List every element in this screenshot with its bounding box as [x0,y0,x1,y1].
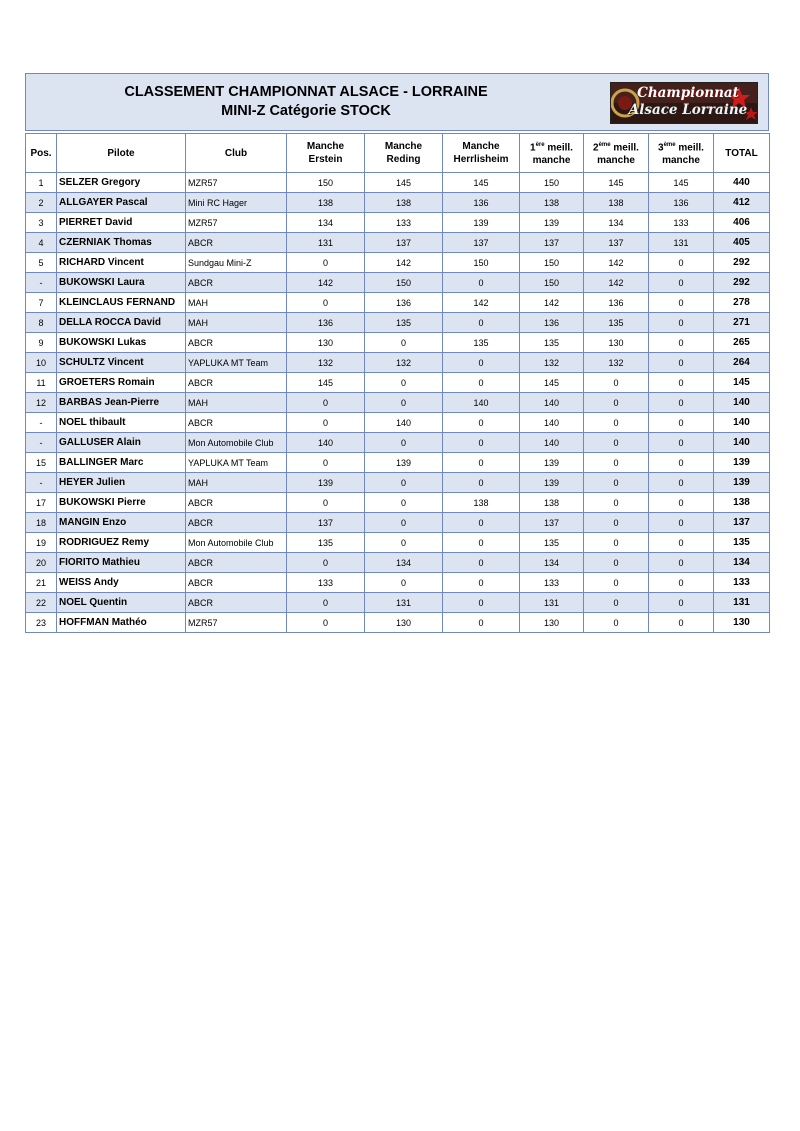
cell-pilot: HOFFMAN Mathéo [57,613,186,633]
cell-pos: - [26,273,57,293]
standings-table [25,133,770,633]
cell-pilot: WEISS Andy [57,573,186,593]
cell-club: MAH [186,293,287,313]
cell-best3: 0 [649,493,714,513]
cell-total: 131 [714,593,770,613]
table-row [26,493,770,513]
cell-best2: 138 [584,193,649,213]
page-title: CLASSEMENT CHAMPIONNAT ALSACE - LORRAINE [124,84,488,100]
cell-best3: 0 [649,353,714,373]
cell-best2: 0 [584,513,649,533]
cell-pilot: SELZER Gregory [57,173,186,193]
cell-best1: 139 [520,473,584,493]
cell-total: 140 [714,413,770,433]
cell-manche-herrlisheim: 0 [443,353,520,373]
cell-pos: 5 [26,253,57,273]
cell-best2: 0 [584,553,649,573]
cell-best2: 0 [584,533,649,553]
cell-total: 130 [714,613,770,633]
cell-manche-reding: 0 [365,393,443,413]
cell-manche-reding: 0 [365,433,443,453]
cell-total: 133 [714,573,770,593]
table-row [26,173,770,193]
cell-pos: 23 [26,613,57,633]
cell-best1: 132 [520,353,584,373]
cell-total: 264 [714,353,770,373]
cell-best3: 0 [649,273,714,293]
table-row [26,273,770,293]
cell-pos: - [26,433,57,453]
cell-best3: 0 [649,473,714,493]
cell-best1: 136 [520,313,584,333]
cell-manche-herrlisheim: 0 [443,593,520,613]
cell-best1: 138 [520,193,584,213]
cell-manche-reding: 0 [365,533,443,553]
cell-pilot: BUKOWSKI Laura [57,273,186,293]
cell-manche-erstein: 133 [287,573,365,593]
table-row [26,533,770,553]
cell-pos: 17 [26,493,57,513]
cell-pos: 9 [26,333,57,353]
cell-manche-reding: 137 [365,233,443,253]
table-row [26,373,770,393]
cell-best1: 150 [520,273,584,293]
cell-pos: 15 [26,453,57,473]
table-row [26,393,770,413]
cell-club: ABCR [186,553,287,573]
cell-manche-reding: 132 [365,353,443,373]
cell-manche-erstein: 132 [287,353,365,373]
cell-pilot: SCHULTZ Vincent [57,353,186,373]
cell-manche-herrlisheim: 150 [443,253,520,273]
table-row [26,413,770,433]
cell-best2: 135 [584,313,649,333]
cell-best2: 132 [584,353,649,373]
cell-club: Mon Automobile Club [186,433,287,453]
cell-club: MZR57 [186,213,287,233]
cell-best2: 0 [584,393,649,413]
cell-manche-erstein: 0 [287,493,365,513]
cell-manche-erstein: 139 [287,473,365,493]
cell-manche-reding: 131 [365,593,443,613]
cell-manche-erstein: 0 [287,453,365,473]
col-header-best3: 3ème meill. manche [649,134,714,173]
cell-manche-erstein: 131 [287,233,365,253]
cell-pilot: DELLA ROCCA David [57,313,186,333]
cell-manche-herrlisheim: 0 [443,313,520,333]
cell-manche-reding: 150 [365,273,443,293]
cell-total: 135 [714,533,770,553]
table-row [26,513,770,533]
col-header-best2: 2ème meill. manche [584,134,649,173]
cell-total: 271 [714,313,770,333]
cell-best2: 0 [584,493,649,513]
logo-text-line2: Alsace Lorraine [628,102,748,118]
cell-manche-herrlisheim: 0 [443,413,520,433]
cell-best3: 0 [649,333,714,353]
cell-pilot: PIERRET David [57,213,186,233]
table-row [26,213,770,233]
cell-pos: 8 [26,313,57,333]
cell-club: Sundgau Mini-Z [186,253,287,273]
cell-best1: 139 [520,453,584,473]
cell-best3: 0 [649,293,714,313]
cell-total: 292 [714,253,770,273]
cell-manche-reding: 0 [365,493,443,513]
cell-club: YAPLUKA MT Team [186,453,287,473]
cell-club: ABCR [186,273,287,293]
table-header-row [26,134,770,173]
cell-best2: 145 [584,173,649,193]
cell-club: ABCR [186,413,287,433]
cell-best1: 140 [520,413,584,433]
cell-total: 265 [714,333,770,353]
cell-pos: 18 [26,513,57,533]
cell-total: 134 [714,553,770,573]
cell-best1: 131 [520,593,584,613]
header-banner [25,73,769,131]
cell-club: ABCR [186,493,287,513]
cell-manche-herrlisheim: 138 [443,493,520,513]
cell-pos: 7 [26,293,57,313]
cell-manche-erstein: 135 [287,533,365,553]
table-row [26,613,770,633]
cell-pilot: BUKOWSKI Pierre [57,493,186,513]
cell-best2: 0 [584,433,649,453]
col-header-pos: Pos. [26,134,57,173]
cell-total: 440 [714,173,770,193]
cell-pos: 19 [26,533,57,553]
cell-manche-herrlisheim: 142 [443,293,520,313]
cell-manche-reding: 135 [365,313,443,333]
table-body [26,173,770,633]
cell-total: 278 [714,293,770,313]
cell-total: 412 [714,193,770,213]
cell-best2: 142 [584,253,649,273]
cell-manche-herrlisheim: 0 [443,533,520,553]
cell-club: MAH [186,473,287,493]
cell-best3: 0 [649,253,714,273]
cell-manche-herrlisheim: 0 [443,473,520,493]
cell-pilot: HEYER Julien [57,473,186,493]
col-header-manche-herrlisheim: Manche Herrlisheim [443,134,520,173]
cell-pilot: FIORITO Mathieu [57,553,186,573]
cell-best3: 0 [649,513,714,533]
cell-manche-erstein: 137 [287,513,365,533]
cell-manche-reding: 142 [365,253,443,273]
cell-manche-herrlisheim: 140 [443,393,520,413]
cell-manche-erstein: 0 [287,413,365,433]
cell-pilot: NOEL thibault [57,413,186,433]
cell-pos: 11 [26,373,57,393]
cell-manche-erstein: 0 [287,613,365,633]
cell-manche-herrlisheim: 0 [443,553,520,573]
cell-best3: 0 [649,393,714,413]
cell-best3: 0 [649,593,714,613]
cell-best3: 133 [649,213,714,233]
cell-manche-herrlisheim: 0 [443,613,520,633]
cell-best1: 135 [520,533,584,553]
cell-best3: 0 [649,533,714,553]
cell-best3: 136 [649,193,714,213]
cell-total: 406 [714,213,770,233]
cell-manche-herrlisheim: 0 [443,573,520,593]
cell-best3: 131 [649,233,714,253]
cell-manche-erstein: 142 [287,273,365,293]
cell-best2: 0 [584,573,649,593]
cell-pos: 12 [26,393,57,413]
cell-pos: 10 [26,353,57,373]
cell-manche-erstein: 0 [287,553,365,573]
cell-best3: 0 [649,613,714,633]
cell-total: 292 [714,273,770,293]
cell-best1: 138 [520,493,584,513]
col-header-manche-erstein: Manche Erstein [287,134,365,173]
cell-total: 137 [714,513,770,533]
table-row [26,333,770,353]
cell-best1: 150 [520,173,584,193]
cell-manche-reding: 136 [365,293,443,313]
cell-best2: 0 [584,373,649,393]
cell-best2: 136 [584,293,649,313]
cell-manche-erstein: 130 [287,333,365,353]
cell-pilot: KLEINCLAUS FERNAND [57,293,186,313]
cell-best3: 0 [649,433,714,453]
cell-pos: - [26,413,57,433]
cell-club: ABCR [186,373,287,393]
cell-best1: 140 [520,433,584,453]
cell-manche-reding: 0 [365,373,443,393]
cell-pilot: BALLINGER Marc [57,453,186,473]
cell-best3: 0 [649,313,714,333]
cell-pilot: GROETERS Romain [57,373,186,393]
cell-manche-erstein: 140 [287,433,365,453]
cell-best2: 137 [584,233,649,253]
table-row [26,453,770,473]
cell-manche-reding: 0 [365,333,443,353]
cell-best3: 145 [649,173,714,193]
table-row [26,253,770,273]
cell-pos: - [26,473,57,493]
cell-total: 139 [714,453,770,473]
cell-total: 145 [714,373,770,393]
col-header-best1: 1ère meill. manche [520,134,584,173]
cell-best3: 0 [649,553,714,573]
cell-pilot: CZERNIAK Thomas [57,233,186,253]
cell-club: ABCR [186,593,287,613]
cell-pos: 3 [26,213,57,233]
cell-manche-herrlisheim: 139 [443,213,520,233]
cell-manche-reding: 138 [365,193,443,213]
table-row [26,233,770,253]
cell-best1: 150 [520,253,584,273]
table-row [26,433,770,453]
cell-pos: 1 [26,173,57,193]
table-row [26,593,770,613]
cell-best1: 133 [520,573,584,593]
cell-best1: 137 [520,233,584,253]
cell-manche-reding: 140 [365,413,443,433]
cell-club: ABCR [186,573,287,593]
cell-total: 140 [714,393,770,413]
cell-manche-erstein: 0 [287,393,365,413]
table-row [26,293,770,313]
cell-total: 405 [714,233,770,253]
cell-pilot: RODRIGUEZ Remy [57,533,186,553]
cell-manche-reding: 0 [365,573,443,593]
cell-club: ABCR [186,513,287,533]
cell-pilot: ALLGAYER Pascal [57,193,186,213]
cell-manche-erstein: 138 [287,193,365,213]
championship-logo [610,82,758,124]
cell-pilot: GALLUSER Alain [57,433,186,453]
cell-club: Mini RC Hager [186,193,287,213]
col-header-club: Club [186,134,287,173]
cell-total: 139 [714,473,770,493]
cell-manche-reding: 145 [365,173,443,193]
cell-manche-reding: 0 [365,513,443,533]
cell-manche-herrlisheim: 136 [443,193,520,213]
cell-best2: 0 [584,613,649,633]
cell-pilot: BARBAS Jean-Pierre [57,393,186,413]
cell-best2: 134 [584,213,649,233]
page-subtitle: MINI-Z Catégorie STOCK [221,103,391,119]
cell-manche-herrlisheim: 145 [443,173,520,193]
cell-manche-erstein: 0 [287,253,365,273]
cell-best1: 130 [520,613,584,633]
cell-best1: 137 [520,513,584,533]
cell-club: MAH [186,393,287,413]
cell-best2: 142 [584,273,649,293]
cell-best2: 0 [584,593,649,613]
cell-best1: 134 [520,553,584,573]
table-row [26,573,770,593]
cell-total: 138 [714,493,770,513]
cell-manche-herrlisheim: 0 [443,453,520,473]
cell-manche-reding: 130 [365,613,443,633]
col-header-total: TOTAL [714,134,770,173]
cell-manche-herrlisheim: 0 [443,373,520,393]
cell-total: 140 [714,433,770,453]
cell-best2: 0 [584,453,649,473]
cell-pos: 22 [26,593,57,613]
table-row [26,553,770,573]
cell-manche-erstein: 145 [287,373,365,393]
cell-pilot: RICHARD Vincent [57,253,186,273]
cell-pilot: BUKOWSKI Lukas [57,333,186,353]
cell-best1: 140 [520,393,584,413]
cell-manche-reding: 139 [365,453,443,473]
standings-sheet [25,73,769,633]
cell-pos: 21 [26,573,57,593]
cell-manche-herrlisheim: 0 [443,273,520,293]
cell-best2: 130 [584,333,649,353]
cell-pos: 20 [26,553,57,573]
cell-manche-erstein: 134 [287,213,365,233]
cell-manche-herrlisheim: 137 [443,233,520,253]
col-header-manche-reding: Manche Reding [365,134,443,173]
table-row [26,473,770,493]
cell-club: Mon Automobile Club [186,533,287,553]
cell-best1: 135 [520,333,584,353]
cell-pos: 4 [26,233,57,253]
cell-manche-herrlisheim: 0 [443,433,520,453]
cell-club: MZR57 [186,613,287,633]
cell-club: ABCR [186,233,287,253]
cell-best3: 0 [649,453,714,473]
cell-pos: 2 [26,193,57,213]
cell-best3: 0 [649,573,714,593]
table-row [26,353,770,373]
cell-club: MZR57 [186,173,287,193]
cell-club: MAH [186,313,287,333]
cell-pilot: MANGIN Enzo [57,513,186,533]
cell-manche-erstein: 0 [287,293,365,313]
cell-pilot: NOEL Quentin [57,593,186,613]
col-header-pilote: Pilote [57,134,186,173]
cell-manche-erstein: 0 [287,593,365,613]
table-row [26,193,770,213]
cell-best2: 0 [584,473,649,493]
cell-manche-reding: 0 [365,473,443,493]
cell-best1: 139 [520,213,584,233]
cell-best2: 0 [584,413,649,433]
logo-text-line1: Championnat [637,85,739,101]
cell-best3: 0 [649,413,714,433]
cell-manche-herrlisheim: 0 [443,513,520,533]
cell-best3: 0 [649,373,714,393]
cell-best1: 145 [520,373,584,393]
cell-manche-erstein: 150 [287,173,365,193]
cell-manche-herrlisheim: 135 [443,333,520,353]
table-row [26,313,770,333]
cell-club: ABCR [186,333,287,353]
cell-manche-reding: 133 [365,213,443,233]
cell-manche-reding: 134 [365,553,443,573]
cell-best1: 142 [520,293,584,313]
cell-club: YAPLUKA MT Team [186,353,287,373]
cell-manche-erstein: 136 [287,313,365,333]
